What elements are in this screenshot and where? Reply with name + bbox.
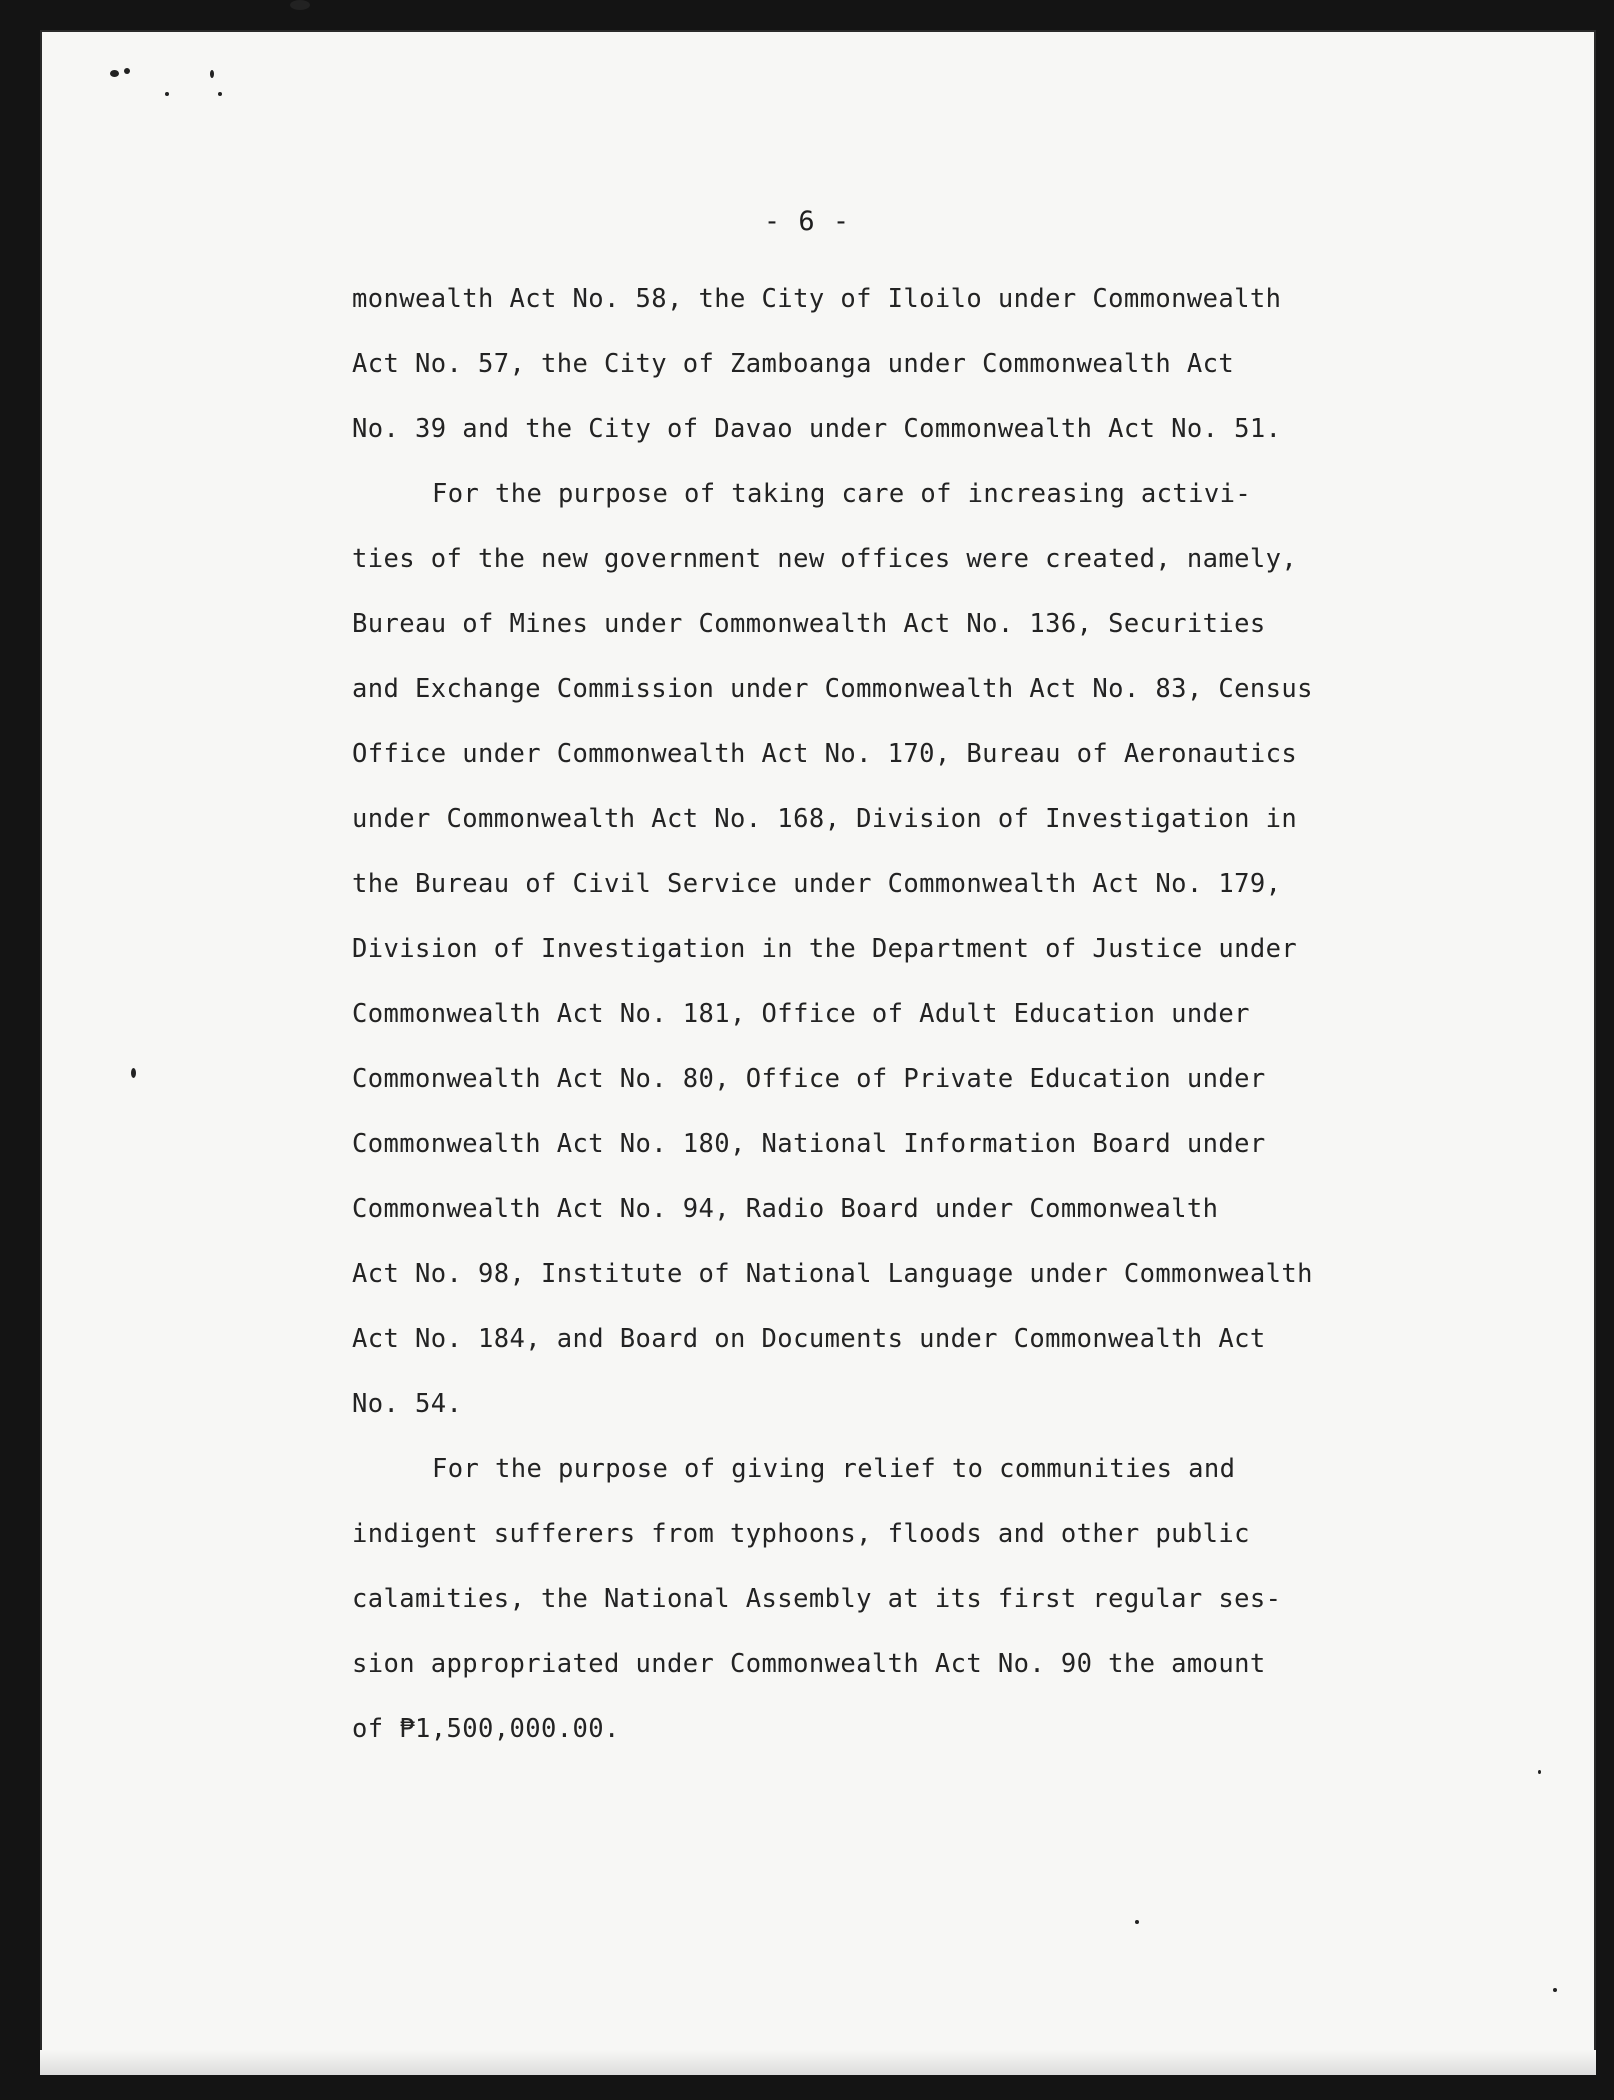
text-line: For the purpose of giving relief to communities and [432,1454,1236,1484]
scan-speck [110,70,119,77]
text-line: calamities, the National Assembly at its first regular ses- [352,1584,1282,1614]
text-line: Office under Commonwealth Act No. 170, Bureau of Aeronautics [352,739,1298,769]
scan-speck [124,68,130,74]
scan-speck [1553,1988,1557,1992]
text-line: Act No. 57, the City of Zamboanga under Commonwealth Act [352,349,1235,379]
text-line: Bureau of Mines under Commonwealth Act No. 136, Securities [352,609,1266,639]
scan-speck [218,92,222,96]
text-line: ties of the new government new offices were created, namely, [352,544,1298,574]
scan-speck [290,0,310,10]
text-line: and Exchange Commission under Commonwealth Act No. 83, Census [352,674,1313,704]
paragraph-2 [352,462,1352,1437]
text-line: sion appropriated under Commonwealth Act No. 90 the amount [352,1649,1266,1679]
scan-speck [131,1068,136,1078]
text-line: indigent sufferers from typhoons, floods and other public [352,1519,1250,1549]
scan-speck [1538,1770,1541,1774]
text-line: Division of Investigation in the Department of Justice under [352,934,1298,964]
text-line: the Bureau of Civil Service under Commonwealth Act No. 179, [352,869,1282,899]
paragraph-1 [352,267,1352,462]
scan-speck [210,70,214,78]
text-line: For the purpose of taking care of increasing activi- [432,479,1252,509]
text-line: under Commonwealth Act No. 168, Division of Investigation in [352,804,1298,834]
document-body [352,267,1352,1762]
text-line: No. 54. [352,1389,463,1419]
text-line: Commonwealth Act No. 180, National Information Board under [352,1129,1266,1159]
scan-speck [1135,1920,1139,1924]
text-line: Act No. 98, Institute of National Language under Commonwealth [352,1259,1313,1289]
text-line: No. 39 and the City of Davao under Commonwealth Act No. 51. [352,414,1282,444]
paragraph-3 [352,1437,1352,1762]
page-number: - 6 - [763,206,851,237]
text-line: of ₱1,500,000.00. [352,1714,620,1744]
paper-bottom-edge [40,2050,1596,2075]
text-line: Act No. 184, and Board on Documents under Commonwealth Act [352,1324,1266,1354]
text-line: Commonwealth Act No. 94, Radio Board under Commonwealth [352,1194,1219,1224]
text-line: monwealth Act No. 58, the City of Iloilo under Commonwealth [352,284,1282,314]
text-line: Commonwealth Act No. 181, Office of Adult Education under [352,999,1250,1029]
text-line: Commonwealth Act No. 80, Office of Private Education under [352,1064,1266,1094]
scan-speck [165,92,169,96]
